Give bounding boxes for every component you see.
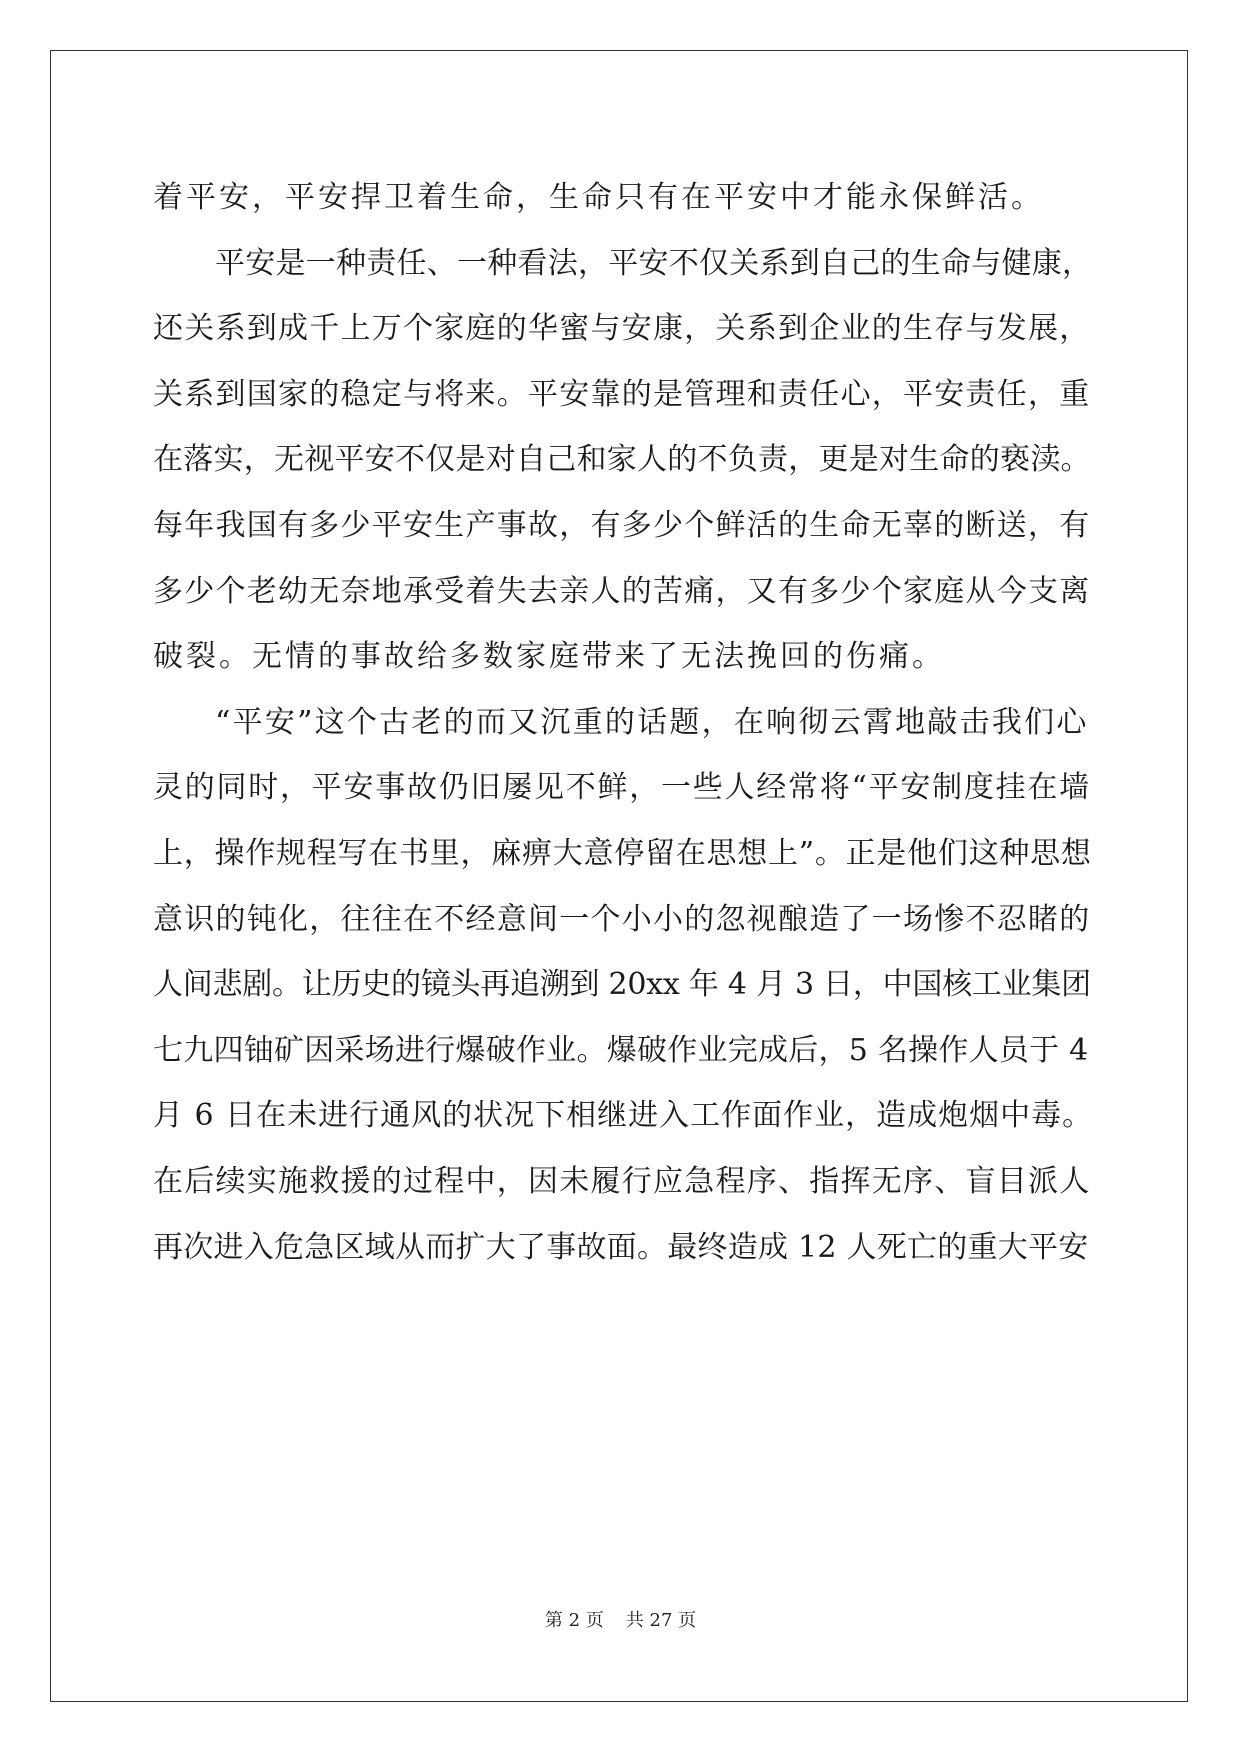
- text-line: 再次进入危急区域从而扩大了事故面。最终造成 12 人死亡的重大平安: [153, 1229, 1089, 1265]
- text-line: 七九四铀矿因采场进行爆破作业。爆破作业完成后，5 名操作人员于 4: [153, 1032, 1089, 1068]
- text-line: 上，操作规程写在书里，麻痹大意停留在思想上”。正是他们这种思想: [153, 835, 1092, 871]
- text-line: “平安”这个古老的而又沉重的话题，在响彻云霄地敲击我们心: [215, 704, 1089, 740]
- text-line: 每年我国有多少平安生产事故，有多少个鲜活的生命无辜的断送，有: [153, 507, 1091, 543]
- text-line: 还关系到成千上万个家庭的华蜜与安康，关系到企业的生存与发展，: [153, 311, 1091, 347]
- text-line: 关系到国家的稳定与将来。平安靠的是管理和责任心，平安责任，重: [153, 376, 1091, 412]
- text-line: 灵的同时，平安事故仍旧屡见不鲜，一些人经常将“平安制度挂在墙: [153, 770, 1091, 806]
- text-line: 多少个老幼无奈地承受着失去亲人的苦痛，又有多少个家庭从今支离: [153, 573, 1091, 609]
- text-line: 人间悲剧。让历史的镜头再追溯到 20xx 年 4 月 3 日，中国核工业集团: [153, 967, 1091, 1003]
- total-pages: 共 27 页: [625, 1610, 697, 1631]
- page-footer: [0, 1606, 1241, 1632]
- text-line: 意识的钝化，往往在不经意间一个小小的忽视酿造了一场惨不忍睹的: [153, 901, 1091, 937]
- page-number: 第 2 页: [544, 1610, 604, 1631]
- document-body: [153, 165, 1093, 1280]
- text-line: 在落实，无视平安不仅是对自己和家人的不负责，更是对生命的亵渎。: [153, 442, 1091, 478]
- text-line: 月 6 日在未进行通风的状况下相继进入工作面作业，造成炮烟中毒。: [153, 1098, 1094, 1134]
- text-line: 破裂。无情的事故给多数家庭带来了无法挽回的伤痛。: [153, 639, 945, 675]
- text-line: 着平安，平安捍卫着生命，生命只有在平安中才能永保鲜活。: [153, 180, 1044, 215]
- text-line: 在后续实施救援的过程中，因未履行应急程序、指挥无序、盲目派人: [153, 1163, 1091, 1199]
- text-line: 平安是一种责任、一种看法，平安不仅关系到自己的生命与健康，: [215, 245, 1093, 281]
